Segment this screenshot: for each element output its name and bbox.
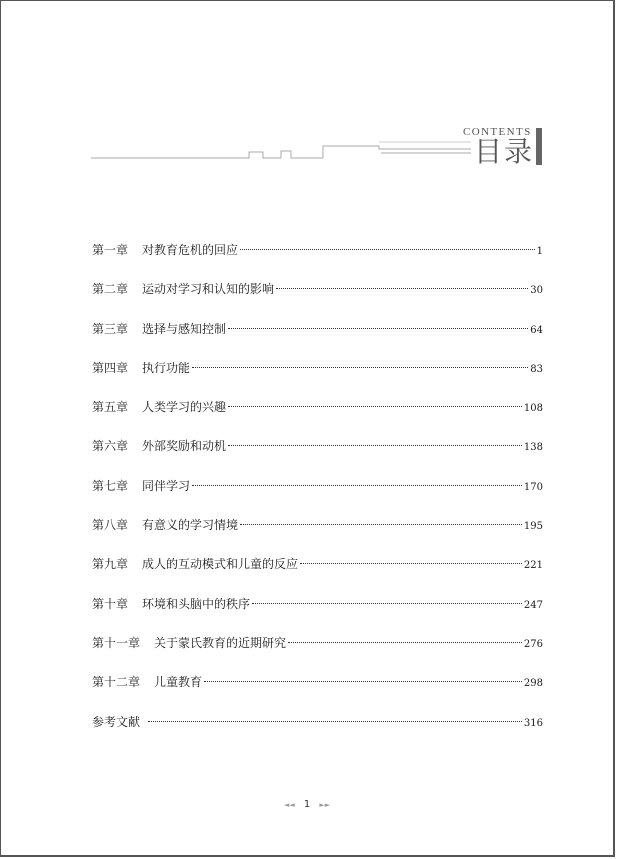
title-accent-bar xyxy=(536,128,542,165)
toc-entry[interactable] xyxy=(92,709,543,748)
toc-leader-dots xyxy=(204,681,522,682)
toc-leader-dots xyxy=(288,642,522,643)
toc-page-number: 316 xyxy=(523,717,543,729)
page-title: 目录 xyxy=(474,135,535,168)
toc-leader-dots xyxy=(192,485,522,486)
toc-entry[interactable] xyxy=(92,473,543,512)
table-of-contents xyxy=(92,237,543,748)
toc-page-number: 1 xyxy=(536,246,543,257)
header-decoration xyxy=(1,1,615,201)
toc-leader-dots xyxy=(240,524,522,525)
toc-page-number: 247 xyxy=(523,599,543,611)
toc-entry[interactable] xyxy=(92,316,543,355)
toc-chapter-title: 同伴学习 xyxy=(142,478,191,493)
toc-chapter-label: 第一章 xyxy=(92,243,129,257)
toc-entry[interactable] xyxy=(92,669,543,708)
page-footer xyxy=(1,799,613,810)
toc-leader-dots xyxy=(228,328,528,329)
toc-leader-dots xyxy=(252,603,522,604)
toc-entry[interactable] xyxy=(92,276,543,315)
toc-chapter-title: 对教育危机的回应 xyxy=(142,243,239,257)
toc-chapter-label: 第九章 xyxy=(92,557,129,572)
toc-chapter-label: 第六章 xyxy=(92,439,129,454)
toc-leader-dots xyxy=(228,445,522,446)
toc-chapter-label: 第二章 xyxy=(92,282,129,297)
toc-entry[interactable] xyxy=(92,551,543,590)
toc-chapter-label: 第四章 xyxy=(92,360,129,375)
toc-leader-dots xyxy=(192,367,528,368)
toc-chapter-title: 执行功能 xyxy=(142,360,191,375)
toc-chapter-title: 选择与感知控制 xyxy=(142,321,227,336)
toc-page-number: 83 xyxy=(530,363,543,375)
toc-leader-dots xyxy=(240,249,535,250)
toc-page-number: 138 xyxy=(523,442,543,454)
toc-leader-dots xyxy=(148,721,522,722)
toc-entry[interactable] xyxy=(92,630,543,669)
toc-entry[interactable] xyxy=(92,512,543,551)
toc-chapter-title: 成人的互动模式和儿童的反应 xyxy=(142,557,299,572)
toc-chapter-label: 第十章 xyxy=(92,596,129,611)
toc-page-number: 221 xyxy=(523,560,543,572)
toc-chapter-label: 第七章 xyxy=(92,478,129,493)
toc-page-number: 30 xyxy=(530,285,543,297)
toc-entry[interactable] xyxy=(92,237,543,276)
toc-chapter-label: 参考文献 xyxy=(92,714,141,729)
toc-chapter-label: 第八章 xyxy=(92,518,129,533)
toc-chapter-title: 有意义的学习情境 xyxy=(142,518,239,533)
toc-chapter-title: 外部奖励和动机 xyxy=(142,439,227,454)
toc-leader-dots xyxy=(300,563,522,564)
previous-page-icon[interactable]: ◄◄ xyxy=(283,801,295,809)
toc-page-number: 108 xyxy=(523,403,543,415)
toc-page-number: 64 xyxy=(530,324,543,336)
toc-chapter-label: 第十二章 xyxy=(92,675,141,690)
toc-chapter-title: 运动对学习和认知的影响 xyxy=(142,282,275,297)
toc-entry[interactable] xyxy=(92,355,543,394)
toc-chapter-label: 第五章 xyxy=(92,400,129,415)
header-stepped-line xyxy=(91,146,471,158)
toc-chapter-title: 环境和头脑中的秩序 xyxy=(142,596,251,611)
toc-chapter-label: 第三章 xyxy=(92,321,129,336)
page-number: 1 xyxy=(303,799,311,810)
toc-chapter-label: 第十一章 xyxy=(92,635,141,650)
toc-leader-dots xyxy=(276,288,528,289)
toc-entry[interactable] xyxy=(92,433,543,472)
toc-page-number: 298 xyxy=(523,678,543,690)
next-page-icon[interactable]: ►► xyxy=(319,801,331,809)
contents-label: CONTENTS xyxy=(463,126,532,138)
toc-leader-dots xyxy=(228,406,522,407)
toc-page-number: 195 xyxy=(523,521,543,533)
toc-chapter-title: 儿童教育 xyxy=(154,675,203,690)
toc-page-number: 276 xyxy=(523,638,543,650)
toc-entry[interactable] xyxy=(92,591,543,630)
toc-chapter-title: 关于蒙氏教育的近期研究 xyxy=(154,635,287,650)
toc-page-number: 170 xyxy=(523,481,543,493)
toc-chapter-title: 人类学习的兴趣 xyxy=(142,400,227,415)
toc-entry[interactable] xyxy=(92,394,543,433)
